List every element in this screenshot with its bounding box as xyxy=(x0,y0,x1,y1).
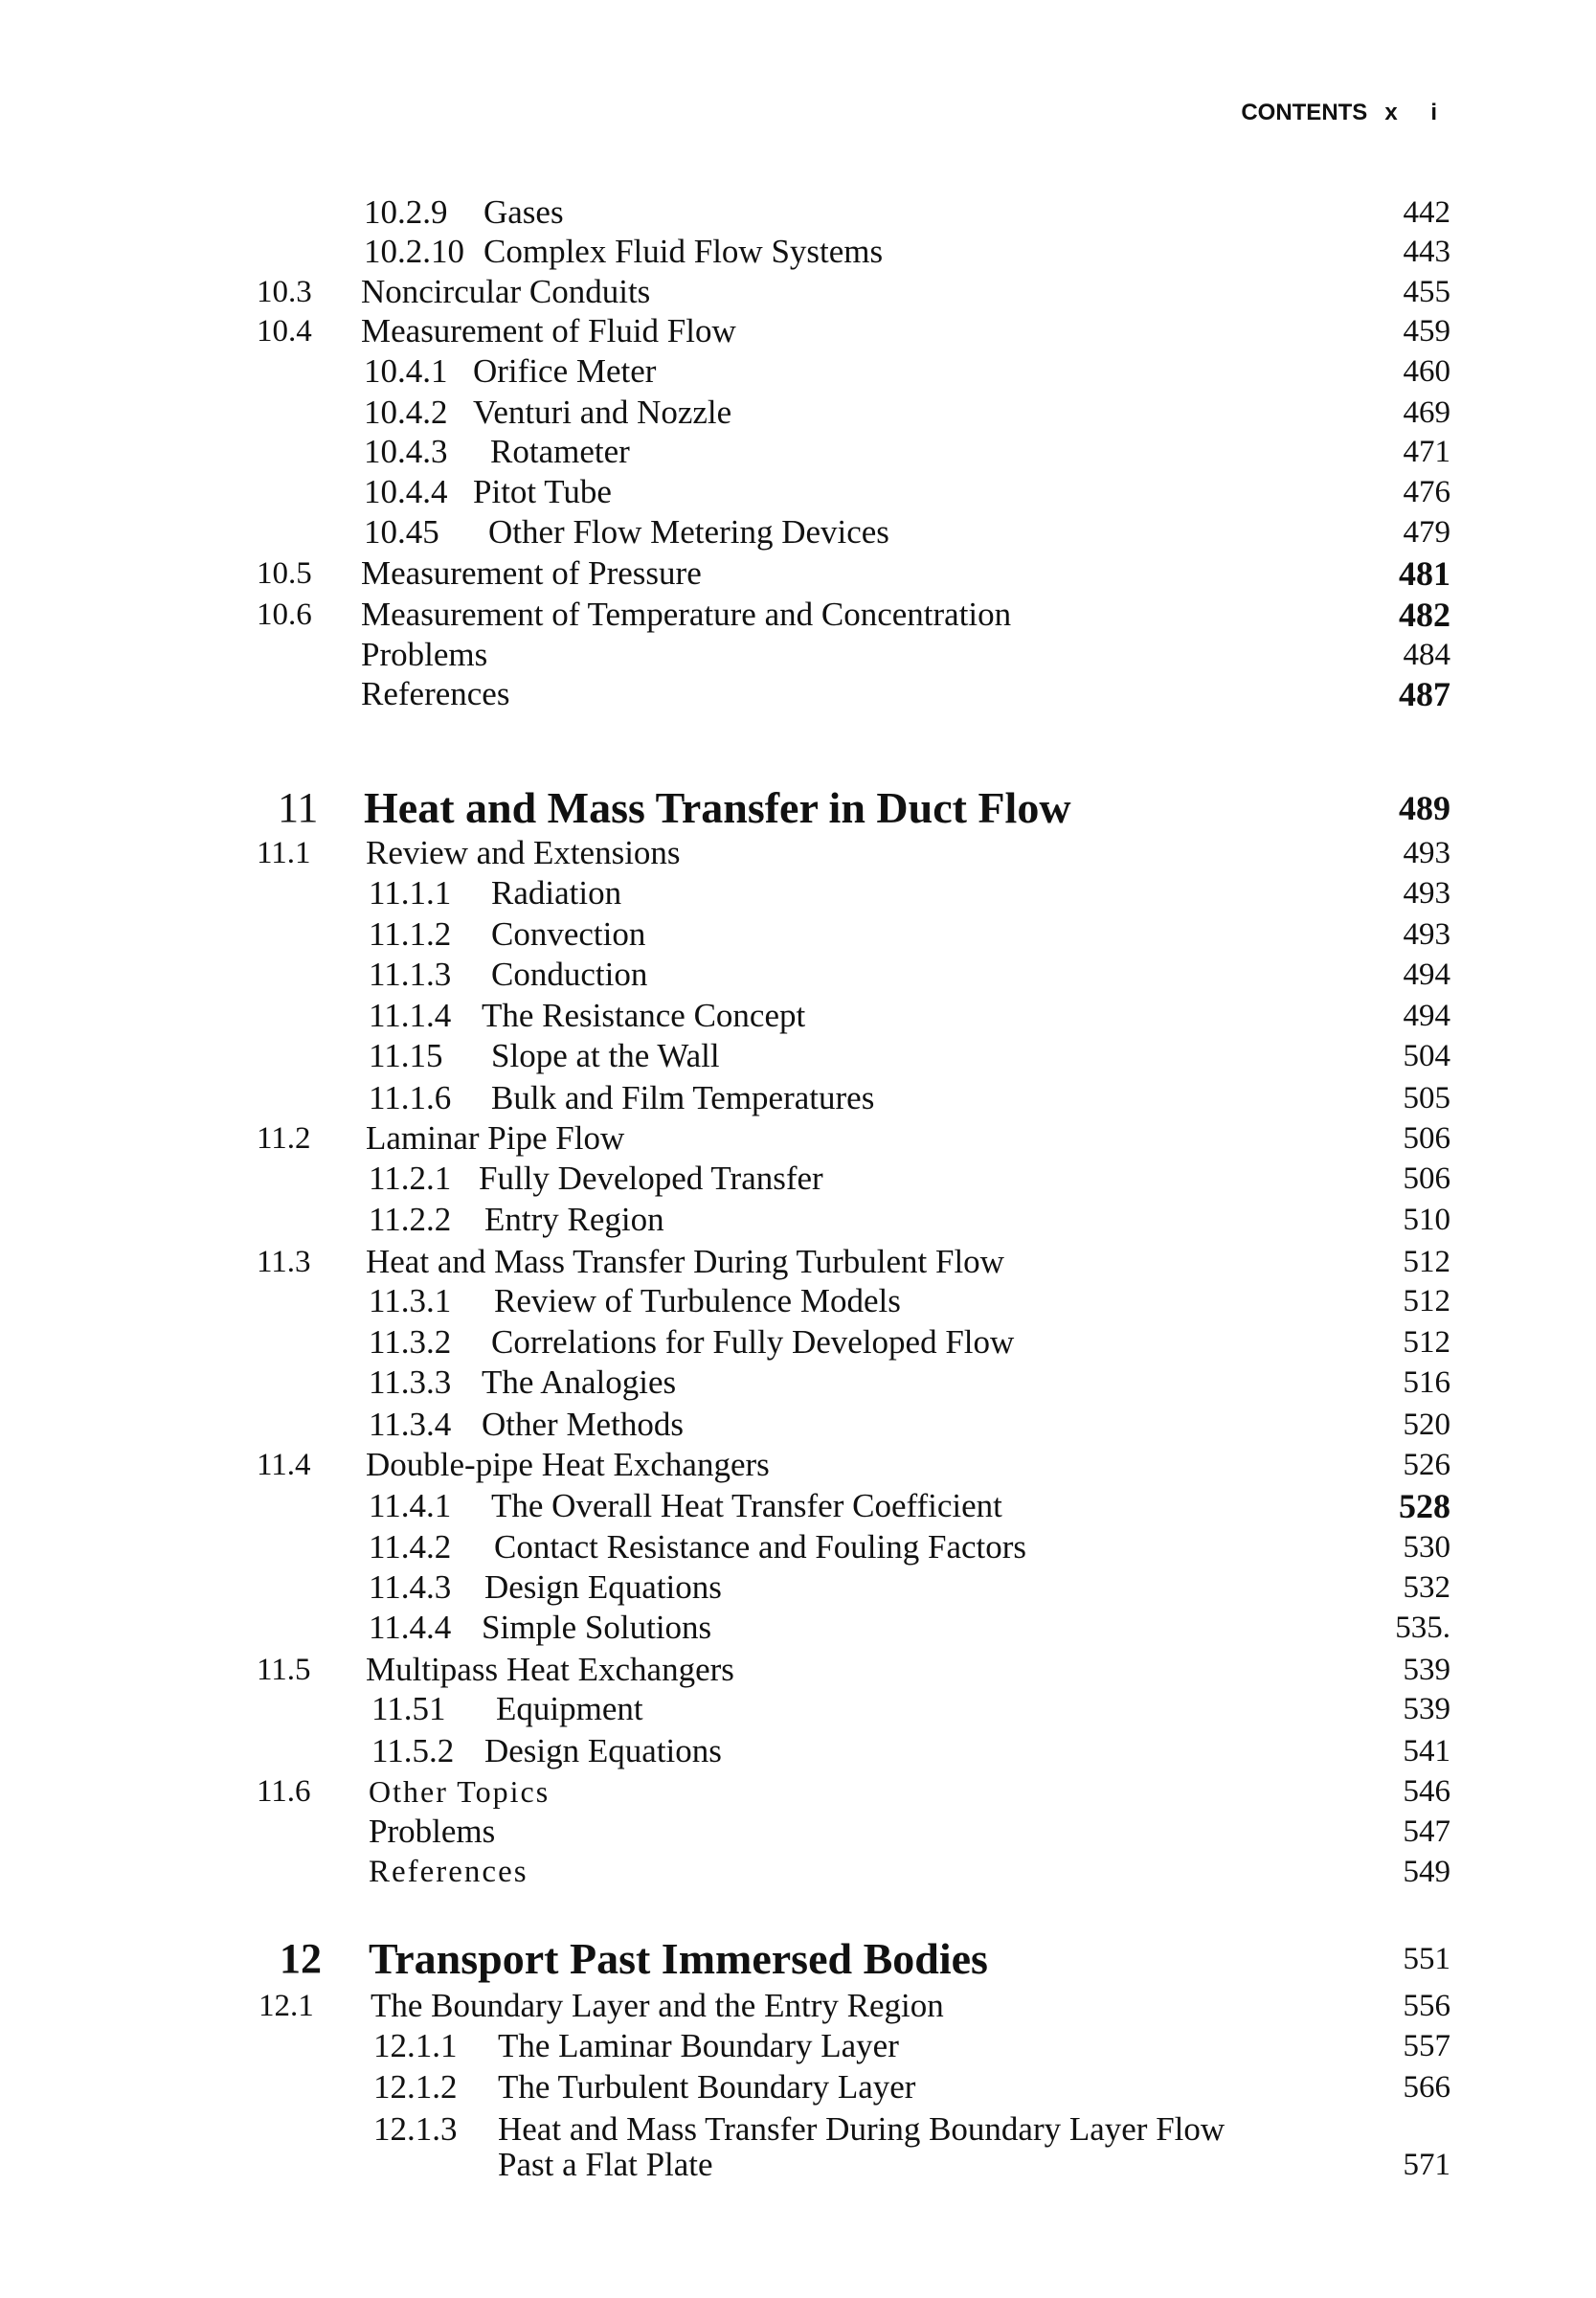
toc-page: 487 xyxy=(1399,675,1450,713)
toc-page: 493 xyxy=(1403,917,1450,952)
toc-title: Venturi and Nozzle xyxy=(473,394,732,431)
toc-title: Complex Fluid Flow Systems xyxy=(483,233,884,270)
toc-row xyxy=(0,1526,1596,1568)
toc-page: 476 xyxy=(1403,475,1450,509)
toc-sub-number: 11.3.4 xyxy=(369,1406,452,1443)
toc-title: Orifice Meter xyxy=(473,352,657,390)
toc-page: 512 xyxy=(1403,1325,1450,1360)
toc-row xyxy=(0,552,1596,595)
toc-title: The Analogies xyxy=(482,1363,677,1401)
chapter-heading xyxy=(0,781,1596,835)
toc-sub-number: 10.4.2 xyxy=(364,394,448,431)
toc-sub-number: 11.1.4 xyxy=(369,997,452,1034)
toc-row xyxy=(0,913,1596,956)
toc-row xyxy=(0,1199,1596,1241)
toc-page: 493 xyxy=(1403,836,1450,870)
toc-sub-number: 11.2.2 xyxy=(369,1201,452,1238)
toc-row xyxy=(0,1321,1596,1363)
toc-title: Past a Flat Plate xyxy=(498,2146,713,2183)
toc-row xyxy=(0,1241,1596,1283)
toc-page: 526 xyxy=(1403,1448,1450,1482)
toc-page: 442 xyxy=(1403,195,1450,230)
toc-sub-number: 11.1.2 xyxy=(369,915,452,953)
toc-title: Bulk and Film Temperatures xyxy=(491,1079,875,1116)
toc-row xyxy=(0,1158,1596,1200)
toc-sub-number: 11.1.3 xyxy=(369,956,452,993)
toc-title: Other Topics xyxy=(369,1774,551,1809)
toc-title: Double-pipe Heat Exchangers xyxy=(366,1446,770,1483)
toc-title: Conduction xyxy=(491,956,648,993)
toc-page: 539 xyxy=(1403,1653,1450,1687)
toc-sub-number: 11.4.2 xyxy=(369,1528,452,1566)
toc-title: Measurement of Pressure xyxy=(361,554,702,592)
toc-sub-number: 11.2.1 xyxy=(369,1160,452,1197)
toc-page: 512 xyxy=(1403,1245,1450,1279)
toc-title: Review of Turbulence Models xyxy=(494,1282,901,1319)
toc-section-number: 10.3 xyxy=(257,275,312,309)
toc-row xyxy=(0,1362,1596,1404)
toc-row xyxy=(0,594,1596,636)
toc-section-number: 10.6 xyxy=(257,597,312,632)
toc-title: Radiation xyxy=(491,874,622,912)
toc-page: 539 xyxy=(1403,1692,1450,1726)
toc-title: Design Equations xyxy=(484,1732,722,1769)
toc-page: 494 xyxy=(1403,999,1450,1033)
header-label: CONTENTS xyxy=(1241,100,1368,125)
toc-row xyxy=(0,1607,1596,1649)
toc-title: Simple Solutions xyxy=(482,1609,712,1646)
toc-title: Fully Developed Transfer xyxy=(479,1160,823,1197)
toc-title: Problems xyxy=(369,1813,496,1850)
toc-sub-number: 12.1.2 xyxy=(373,2068,458,2106)
toc-row xyxy=(0,1649,1596,1691)
toc-title: Other Methods xyxy=(482,1406,684,1443)
chapter-number: 12 xyxy=(280,1935,322,1982)
toc-page: 504 xyxy=(1403,1039,1450,1073)
toc-title: Laminar Pipe Flow xyxy=(366,1119,625,1157)
toc-row xyxy=(0,995,1596,1037)
toc-row xyxy=(0,350,1596,393)
toc-page: 535. xyxy=(1395,1611,1450,1645)
toc-row xyxy=(0,271,1596,313)
chapter-heading xyxy=(0,1932,1596,1986)
toc-page: 494 xyxy=(1403,958,1450,992)
toc-title: Noncircular Conduits xyxy=(361,273,651,310)
toc-title: Correlations for Fully Developed Flow xyxy=(491,1323,1015,1361)
toc-sub-number: 12.1.1 xyxy=(373,2027,458,2064)
toc-title: Contact Resistance and Fouling Factors xyxy=(494,1528,1027,1566)
toc-row xyxy=(0,1851,1596,1893)
toc-title: Problems xyxy=(361,636,488,673)
toc-section-number: 11.3 xyxy=(257,1245,311,1279)
toc-row xyxy=(0,471,1596,513)
toc-sub-number: 11.4.3 xyxy=(369,1568,452,1606)
toc-page: 506 xyxy=(1403,1121,1450,1156)
toc-title: The Laminar Boundary Layer xyxy=(498,2027,899,2064)
toc-row xyxy=(0,1811,1596,1853)
toc-page: 566 xyxy=(1403,2070,1450,2105)
toc-section-number: 12.1 xyxy=(259,1989,314,2023)
toc-section-number: 11.2 xyxy=(257,1121,311,1156)
toc-page: 516 xyxy=(1403,1365,1450,1400)
toc-title: Measurement of Temperature and Concentration xyxy=(361,596,1012,633)
toc-row xyxy=(0,872,1596,914)
toc-page: 532 xyxy=(1403,1570,1450,1605)
toc-page: 547 xyxy=(1403,1814,1450,1849)
toc-page: 459 xyxy=(1403,314,1450,349)
toc-title: The Turbulent Boundary Layer xyxy=(498,2068,916,2106)
toc-row xyxy=(0,192,1596,234)
toc-page: 482 xyxy=(1399,596,1450,634)
toc-row xyxy=(0,1730,1596,1772)
toc-title: Rotameter xyxy=(490,433,630,470)
toc-row xyxy=(0,1770,1596,1813)
toc-page: 528 xyxy=(1399,1487,1450,1525)
toc-section-number: 10.5 xyxy=(257,556,312,591)
toc-title: The Overall Heat Transfer Coefficient xyxy=(491,1487,1002,1524)
toc-row xyxy=(0,1688,1596,1730)
toc-row xyxy=(0,2066,1596,2108)
toc-row xyxy=(0,673,1596,715)
toc-row xyxy=(0,1985,1596,2027)
toc-row xyxy=(0,2144,1596,2186)
toc-sub-number: 11.51 xyxy=(371,1690,446,1727)
toc-title: Design Equations xyxy=(484,1568,722,1606)
toc-sub-number: 11.3.3 xyxy=(369,1363,452,1401)
toc-page: 556 xyxy=(1403,1989,1450,2023)
toc-page: 481 xyxy=(1399,554,1450,593)
toc-sub-number: 10.45 xyxy=(364,513,439,551)
toc-title: The Resistance Concept xyxy=(482,997,806,1034)
toc-page: 510 xyxy=(1403,1203,1450,1237)
toc-row xyxy=(0,634,1596,676)
toc-title: Gases xyxy=(483,193,564,231)
toc-title: Slope at the Wall xyxy=(491,1037,720,1074)
toc-sub-number: 11.15 xyxy=(369,1037,443,1074)
toc-sub-number: 12.1.3 xyxy=(373,2110,458,2148)
toc-page: 469 xyxy=(1403,395,1450,430)
toc-page: 479 xyxy=(1403,515,1450,550)
toc-sub-number: 11.3.1 xyxy=(369,1282,452,1319)
toc-title: Review and Extensions xyxy=(366,834,681,871)
toc-title: Heat and Mass Transfer During Boundary Layer Flow xyxy=(498,2110,1225,2148)
toc-sub-number: 10.4.1 xyxy=(364,352,448,390)
toc-page: 460 xyxy=(1403,354,1450,389)
toc-page: 512 xyxy=(1403,1284,1450,1318)
toc-title: Multipass Heat Exchangers xyxy=(366,1651,734,1688)
toc-row xyxy=(0,1117,1596,1160)
toc-row xyxy=(0,1280,1596,1322)
toc-page: 530 xyxy=(1403,1530,1450,1565)
chapter-number: 11 xyxy=(278,784,319,831)
toc-page: 484 xyxy=(1403,638,1450,672)
toc-title: Heat and Mass Transfer During Turbulent Flow xyxy=(366,1243,1004,1280)
toc-section-number: 11.4 xyxy=(257,1448,311,1482)
toc-page: 505 xyxy=(1403,1081,1450,1115)
toc-title: Convection xyxy=(491,915,646,953)
toc-page: 549 xyxy=(1403,1855,1450,1889)
toc-sub-number: 10.4.3 xyxy=(364,433,448,470)
toc-page: 551 xyxy=(1403,1942,1450,1976)
toc-title: Other Flow Metering Devices xyxy=(488,513,889,551)
toc-page: 541 xyxy=(1403,1734,1450,1769)
toc-page: 493 xyxy=(1403,876,1450,911)
toc-row xyxy=(0,310,1596,352)
toc-sub-number: 10.4.4 xyxy=(364,473,448,510)
toc-page: 557 xyxy=(1403,2029,1450,2063)
toc-sub-number: 10.2.9 xyxy=(364,193,448,231)
toc-section-number: 10.4 xyxy=(257,314,312,349)
toc-page: 571 xyxy=(1403,2148,1450,2182)
toc-sub-number: 11.4.4 xyxy=(369,1609,452,1646)
toc-sub-number: 11.4.1 xyxy=(369,1487,452,1524)
toc-title: Entry Region xyxy=(484,1201,664,1238)
toc-page: 506 xyxy=(1403,1161,1450,1196)
toc-page: 471 xyxy=(1403,435,1450,469)
toc-row xyxy=(0,1035,1596,1077)
toc-row xyxy=(0,231,1596,273)
chapter-title: Transport Past Immersed Bodies xyxy=(369,1934,988,1983)
header-page-number: x i xyxy=(1384,100,1450,125)
toc-title: Pitot Tube xyxy=(473,473,612,510)
toc-title: Equipment xyxy=(496,1690,643,1727)
toc-title: References xyxy=(369,1855,528,1889)
toc-row xyxy=(0,431,1596,473)
toc-row xyxy=(0,954,1596,996)
toc-row xyxy=(0,2025,1596,2067)
toc-section-number: 11.5 xyxy=(257,1653,311,1687)
toc-sub-number: 11.1.6 xyxy=(369,1079,452,1116)
toc-row xyxy=(0,832,1596,874)
toc-row xyxy=(0,1444,1596,1486)
toc-row xyxy=(0,1566,1596,1609)
toc-sub-number: 11.1.1 xyxy=(369,874,452,912)
toc-sub-number: 11.3.2 xyxy=(369,1323,452,1361)
chapter-title: Heat and Mass Transfer in Duct Flow xyxy=(364,783,1071,832)
toc-section-number: 11.1 xyxy=(257,836,311,870)
toc-page: 520 xyxy=(1403,1408,1450,1442)
toc-page: 443 xyxy=(1403,235,1450,269)
toc-page: 546 xyxy=(1403,1774,1450,1809)
toc-page: 489 xyxy=(1399,789,1450,827)
toc-title: References xyxy=(361,675,510,712)
toc-sub-number: 11.5.2 xyxy=(371,1732,455,1769)
toc-page: 455 xyxy=(1403,275,1450,309)
toc-row xyxy=(0,1077,1596,1119)
toc-row xyxy=(0,1404,1596,1446)
toc-row xyxy=(0,392,1596,434)
toc-title: The Boundary Layer and the Entry Region xyxy=(371,1987,944,2024)
toc-sub-number: 10.2.10 xyxy=(364,233,464,270)
toc-title: Measurement of Fluid Flow xyxy=(361,312,736,349)
toc-row xyxy=(0,1485,1596,1527)
toc-section-number: 11.6 xyxy=(257,1774,311,1809)
toc-row xyxy=(0,511,1596,553)
